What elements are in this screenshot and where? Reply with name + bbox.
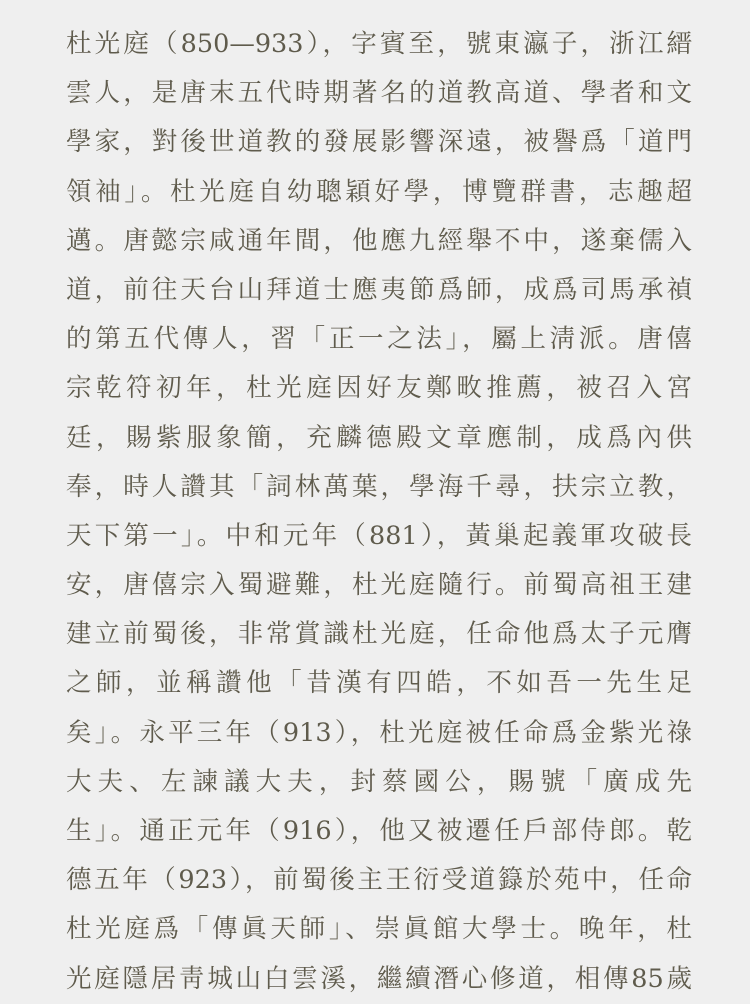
text-line: 奉，時人讚其「詞林萬葉，學海千尋，扶宗立教， [66, 471, 692, 502]
text-line: 邁。唐懿宗咸通年間，他應九經舉不中，遂棄儒入 [66, 225, 692, 256]
text-line: 的第五代傳人，習「正一之法」，屬上淸派。唐僖 [66, 324, 692, 355]
text-line: 杜光庭（850—933），字賓至，號東瀛子，浙江縉 [66, 29, 692, 59]
text-line: 大夫、左諫議大夫，封蔡國公，賜號「廣成先 [66, 766, 692, 797]
text-line: 光庭隱居靑城山白雲溪，繼續潛心修道，相傳85歲 [66, 963, 692, 994]
text-line: 矣」。永平三年（913），杜光庭被任命爲金紫光祿 [66, 717, 692, 748]
text-line: 學家，對後世道教的發展影響深遠，被譽爲「道門 [66, 127, 692, 158]
text-line: 領袖」。杜光庭自幼聰穎好學，博覽群書，志趣超 [66, 176, 692, 207]
text-line: 宗乾符初年，杜光庭因好友鄭畋推薦，被召入宮 [66, 373, 692, 404]
article-paragraph [66, 20, 692, 1004]
text-line: 廷，賜紫服象簡，充麟德殿文章應制，成爲內供 [66, 422, 692, 453]
text-line: 杜光庭爲「傳眞天師」、崇眞館大學士。晚年，杜 [66, 914, 692, 945]
text-line: 安，唐僖宗入蜀避難，杜光庭隨行。前蜀高祖王建 [66, 570, 692, 601]
text-line: 德五年（923），前蜀後主王衍受道籙於苑中，任命 [66, 865, 692, 896]
text-line: 建立前蜀後，非常賞識杜光庭，任命他爲太子元膺 [66, 619, 692, 650]
text-line: 道，前往天台山拜道士應夷節爲師，成爲司馬承禎 [66, 274, 692, 305]
text-line: 天下第一」。中和元年（881），黃巢起義軍攻破長 [66, 520, 692, 551]
text-line: 之師，並稱讚他「昔漢有四皓，不如吾一先生足 [66, 668, 692, 699]
text-line: 雲人，是唐末五代時期著名的道教高道、學者和文 [66, 78, 692, 109]
text-line: 生」。通正元年（916），他又被遷任戶部侍郎。乾 [66, 816, 692, 846]
